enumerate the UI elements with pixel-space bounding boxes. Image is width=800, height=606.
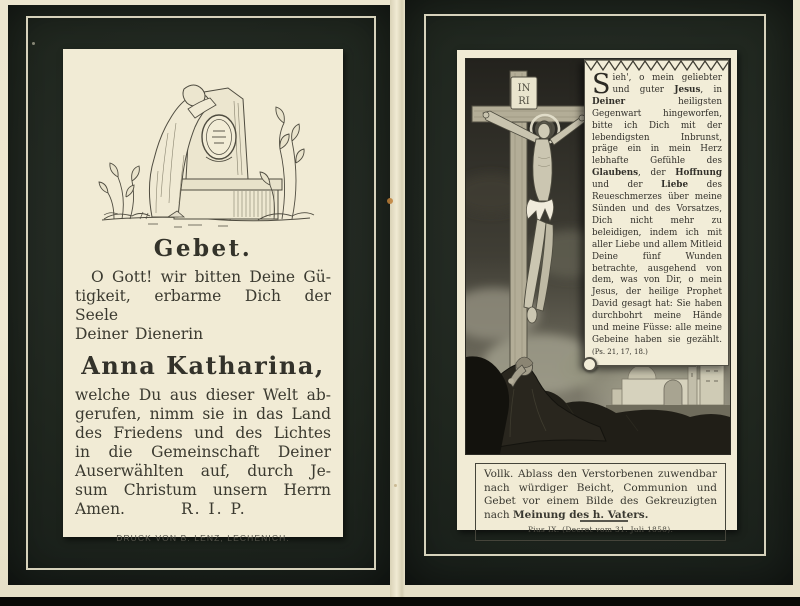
inri-text: IN xyxy=(517,83,531,94)
left-panel xyxy=(8,5,390,585)
prayer-line: in die Gemeinschaft Deiner xyxy=(75,443,331,461)
prayer-paragraph-2 xyxy=(75,386,331,500)
scroll-segment: Liebe xyxy=(661,180,689,191)
right-panel xyxy=(405,0,793,585)
scroll-segment: heiligsten Gegenwart hingeworfen, bitte ich Dich mit der lebendigsten Inbrunst, präge ein in mein Herz lebhafte Gefühle des xyxy=(592,96,722,167)
center-fold xyxy=(390,0,405,598)
scroll-segment: , der xyxy=(638,168,676,179)
foxing-spot xyxy=(394,484,397,487)
scroll-segment: Deiner xyxy=(592,96,626,107)
scroll-segment: und der xyxy=(592,180,662,191)
crucifixion-picture xyxy=(465,58,731,455)
prayer-line: Auserwählten auf, durch Je- xyxy=(75,462,331,480)
scroll-segment: des Reueschmerzes über meine Sünden und des Vorsatzes, Dich nicht mehr zu beleidigen, indem ich mit aller Liebe und allem Mitleid Deine fünf Wunden betrachte, ausgehend von dem, was von Dir, o mein Jesus, der heilige Prophet David gesagt hat: Sie haben durchbohrt meine Hände und meine Füsse: alle meine Gebeine haben sie gezählt. xyxy=(592,180,722,345)
prayer-line: des Friedens und des Lichtes xyxy=(75,424,331,442)
left-plants xyxy=(99,163,150,219)
prayer-heading: Gebet. xyxy=(153,235,253,262)
indulgence-caption xyxy=(475,463,726,541)
printer-credit: DRUCK VON B. LENZ, LECHENICH. xyxy=(116,533,290,543)
scroll-segment: ieh', o mein geliebter und guter xyxy=(612,73,722,95)
mourning-engraving xyxy=(87,63,319,233)
indulgence-text-bold: Meinung des h. Vaters. xyxy=(513,508,649,521)
prayer-line: O Gott! wir bitten Deine Gü- xyxy=(91,268,331,286)
left-card xyxy=(63,49,343,543)
paper-speck xyxy=(32,42,35,45)
prayer-line: tigkeit, erbarme Dich der Seele xyxy=(75,287,331,324)
indulgence-citation: Pius IX. (Decret vom 31. Juli 1858). xyxy=(527,525,674,534)
scroll-text xyxy=(585,69,728,360)
scroll-curl xyxy=(582,357,597,372)
prayer-line: welche Du aus dieser Welt ab- xyxy=(75,386,331,404)
scroll-curl-edge xyxy=(596,365,696,367)
caption-underline xyxy=(580,520,628,522)
psalm-citation: (Ps. 21, 17, 18.) xyxy=(592,347,648,356)
deceased-name: Anna Katharina, xyxy=(81,351,325,380)
right-card xyxy=(457,50,737,534)
indulgence-text: Vollk. Ablass den Verstorbenen zuwendbar nach würdiger Beicht, Communion und Gebet vor einem Bilde des Gekreuzigten nach xyxy=(484,468,717,521)
scroll-segment: Jesus xyxy=(674,84,701,95)
scroll-segment: Hoffnung xyxy=(675,168,722,179)
bottom-scan-edge xyxy=(0,597,800,606)
inri-text: RI xyxy=(518,96,530,107)
inri-plaque xyxy=(511,77,537,109)
foxing-spot xyxy=(387,198,393,204)
prayer-line: sum Christum unsern Herrn xyxy=(75,481,331,499)
prayer-paragraph-1 xyxy=(75,268,331,344)
prayer-line: gerufen, nimm sie in das Land xyxy=(75,405,331,423)
rip-text: R. I. P. xyxy=(180,500,247,518)
scroll-segment: Glaubens xyxy=(592,168,639,179)
prayer-scroll xyxy=(584,59,729,366)
amen-text: Amen. xyxy=(75,500,125,518)
scroll-dropcap: S xyxy=(592,69,611,100)
amen-line xyxy=(75,500,331,518)
scroll-segment: , in xyxy=(700,84,722,95)
prayer-line: Deiner Dienerin xyxy=(75,325,204,343)
